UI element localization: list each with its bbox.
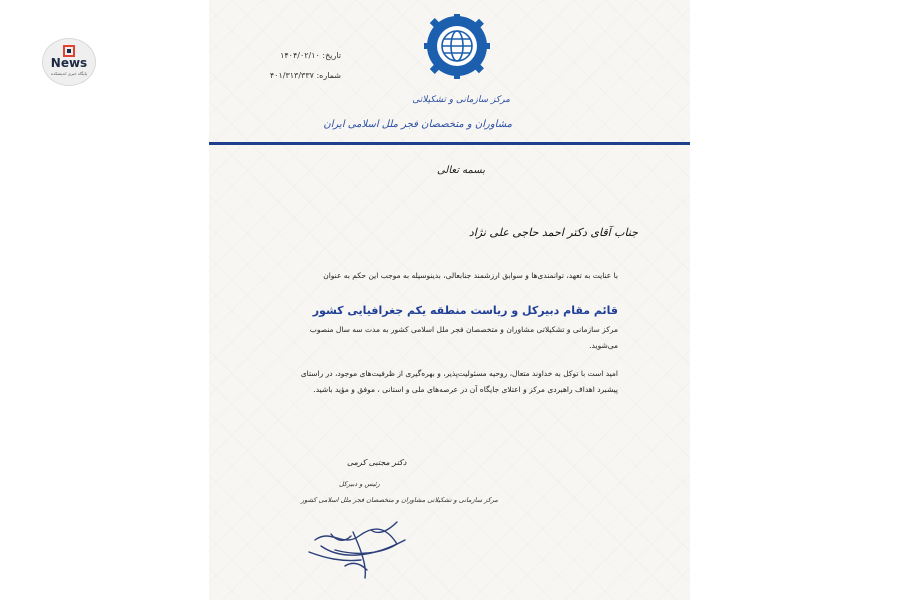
date-row bbox=[261, 46, 341, 66]
news-badge-subtitle: پایگاه خبری اندیشکده bbox=[51, 71, 87, 76]
date-value: ۱۴۰۴/۰۲/۱۰ bbox=[280, 51, 320, 60]
header-divider bbox=[209, 142, 690, 145]
signer-title: رئیس و دبیرکل bbox=[339, 480, 380, 488]
letter-page bbox=[209, 0, 690, 600]
addressee: جناب آقای دکتر احمد حاجی علی نژاد bbox=[468, 226, 638, 239]
news-badge bbox=[42, 38, 96, 86]
paragraph-closing: امید است با توکل به خداوند متعال، روحیه مسئولیت‌پذیر، و بهره‌گیری از ظرفیت‌های موجود، در راستای پیشبرد اهداف راهبردی مرکز و اعتلای جایگاه آن در عرصه‌های ملی و استانی ، موفق و مؤید باشید. bbox=[300, 369, 618, 394]
number-value: ۴۰۱/۳۱۳/۳۳۷ bbox=[269, 71, 314, 80]
organization-name-line2: مشاوران و متخصصان فجر ملل اسلامی ایران bbox=[323, 119, 512, 130]
bismillah-heading: بسمه تعالی bbox=[436, 165, 485, 176]
date-label: تاریخ: bbox=[322, 51, 341, 60]
number-row bbox=[261, 66, 341, 86]
number-label: شماره: bbox=[316, 71, 341, 80]
appointment-title: قائم مقام دبیرکل و ریاست منطقه یکم جغرافیایی کشور bbox=[312, 304, 618, 317]
paragraph-intro: با عنایت به تعهد، توانمندی‌ها و سوابق ارزشمند جنابعالی، بدینوسیله به موجب این حکم به عنوان bbox=[323, 271, 618, 280]
letter-meta bbox=[261, 46, 341, 86]
signer-name: دکتر مجتبی کرمی bbox=[347, 458, 407, 467]
organization-emblem-icon bbox=[422, 14, 492, 84]
official-stamp-icon bbox=[301, 470, 431, 585]
signer-organization: مرکز سازمانی و تشکیلاتی مشاوران و متخصصان فجر ملل اسلامی کشور bbox=[301, 496, 498, 504]
news-badge-label: News bbox=[50, 56, 88, 70]
organization-name-line1: مرکز سازمانی و تشکیلاتی bbox=[412, 95, 510, 105]
paragraph-appointment: مرکز سازمانی و تشکیلاتی مشاوران و متخصصان فجر ملل اسلامی کشور به مدت سه سال منصوب می‌شوید. bbox=[309, 325, 618, 350]
